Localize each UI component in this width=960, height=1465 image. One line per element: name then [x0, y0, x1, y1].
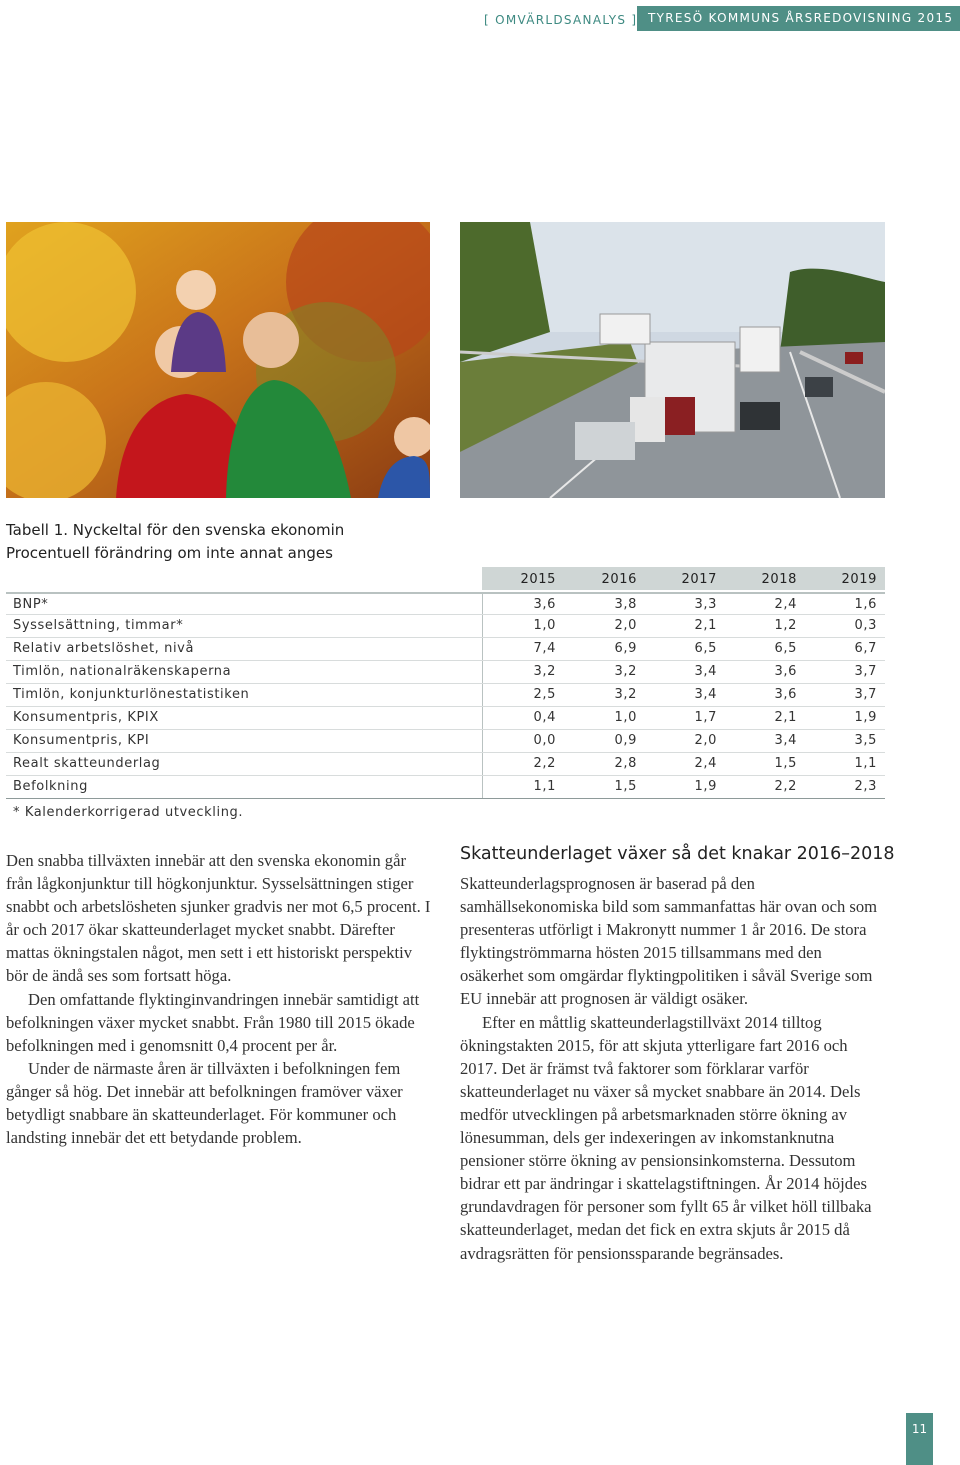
year-header: 2018 — [761, 572, 797, 587]
table-cell: 3,6 — [774, 687, 797, 702]
report-title-banner: TYRESÖ KOMMUNS ÅRSREDOVISNING 2015 — [637, 6, 960, 31]
table-row — [6, 638, 885, 661]
table-row — [6, 707, 885, 730]
table-cell: 0,0 — [533, 733, 556, 748]
table-cell: 0,9 — [614, 733, 637, 748]
table-cell: 3,6 — [774, 664, 797, 679]
table-cell: 7,4 — [533, 641, 556, 656]
table-header-row — [6, 567, 885, 592]
column-divider — [482, 638, 483, 660]
section-heading: Skatteunderlaget växer så det knakar 2016–2018 — [460, 844, 895, 864]
year-header: 2019 — [841, 572, 877, 587]
table-cell: 3,4 — [774, 733, 797, 748]
page-number: 11 — [906, 1413, 933, 1465]
table-cell: 0,3 — [854, 618, 877, 633]
section-label: [ OMVÄRLDSANALYS ] — [484, 13, 638, 27]
family-autumn-photo — [6, 222, 430, 498]
table-row — [6, 592, 885, 615]
table-cell: 2,0 — [694, 733, 717, 748]
row-label: Timlön, konjunkturlönestatistiken — [13, 687, 250, 702]
table-cell: 1,1 — [533, 779, 556, 794]
table-cell: 3,5 — [854, 733, 877, 748]
left-text-column — [6, 849, 434, 1149]
table-cell: 1,2 — [774, 618, 797, 633]
table-cell: 2,1 — [774, 710, 797, 725]
table-cell: 6,9 — [614, 641, 637, 656]
table-cell: 3,4 — [694, 687, 717, 702]
paragraph: Under de närmaste åren är tillväxten i befolkningen fem gånger så hög. Det innebär att befolkningen framöver växer betydligt snabbare än skatteunderlaget. För kommuner och landsting innebär det ett betydande problem. — [6, 1058, 403, 1148]
table-cell: 3,7 — [854, 687, 877, 702]
row-label: Sysselsättning, timmar* — [13, 618, 184, 633]
year-header: 2017 — [681, 572, 717, 587]
row-label: Timlön, nationalräkenskaperna — [13, 664, 232, 679]
table-cell: 2,4 — [774, 597, 797, 612]
table-cell: 1,0 — [614, 710, 637, 725]
table-cell: 3,2 — [533, 664, 556, 679]
row-label: Konsumentpris, KPI — [13, 733, 150, 748]
table-cell: 1,5 — [774, 756, 797, 771]
column-divider — [482, 776, 483, 798]
column-divider — [482, 615, 483, 637]
column-divider — [482, 594, 483, 614]
highway-trucks-photo — [460, 222, 885, 498]
table-title: Tabell 1. Nyckeltal för den svenska ekonomin — [6, 521, 345, 539]
column-divider — [482, 661, 483, 683]
paragraph: Den snabba tillväxten innebär att den svenska ekonomin går från lågkonjunktur till högkonjunktur. Sysselsättningen stiger snabbt och arbetslösheten sjunker gradvis ner mot 6,5 procent. I år och 2017 ökar skatteunderlaget mycket snabbt. Därefter mattas ökningstalen något, men sett i ett historiskt perspektiv bör de ändå ses som fortsatt höga. — [6, 851, 431, 986]
table-row — [6, 615, 885, 638]
table-cell: 2,2 — [774, 779, 797, 794]
table-row — [6, 776, 885, 799]
row-label: Relativ arbetslöshet, nivå — [13, 641, 195, 656]
table-cell: 3,7 — [854, 664, 877, 679]
table-cell: 6,7 — [854, 641, 877, 656]
table-cell: 1,0 — [533, 618, 556, 633]
table-cell: 2,0 — [614, 618, 637, 633]
table-cell: 1,5 — [614, 779, 637, 794]
table-row — [6, 684, 885, 707]
table-cell: 2,4 — [694, 756, 717, 771]
column-divider — [482, 684, 483, 706]
table-row — [6, 730, 885, 753]
table-cell: 3,8 — [614, 597, 637, 612]
table-cell: 2,2 — [533, 756, 556, 771]
table-cell: 3,2 — [614, 687, 637, 702]
paragraph: Skatteunderlagsprognosen är baserad på den samhällsekonomiska bild som sammanfattas här ovan och som presenteras utförligt i Makronytt nummer 1 år 2016. De stora flyktingströmmarna hösten 2015 tillsammans med den osäkerhet som omgärdar flyktingpolitiken i såväl Sverige som EU innebär att prognosen är väldigt osäker. — [460, 874, 878, 1009]
row-label: Realt skatteunderlag — [13, 756, 161, 771]
table-cell: 2,1 — [694, 618, 717, 633]
table-subtitle: Procentuell förändring om inte annat anges — [6, 544, 333, 562]
paragraph: Den omfattande flyktinginvandringen innebär samtidigt att befolkningen växer mycket snabbt. Från 1980 till 2015 ökade befolkningen med i genomsnitt 0,4 procent per år. — [6, 989, 420, 1055]
table-cell: 1,7 — [694, 710, 717, 725]
table-cell: 6,5 — [774, 641, 797, 656]
table-footnote: * Kalenderkorrigerad utveckling. — [13, 805, 244, 820]
table-row — [6, 661, 885, 684]
table-cell: 3,6 — [533, 597, 556, 612]
table-cell: 2,3 — [854, 779, 877, 794]
column-divider — [482, 753, 483, 775]
table-cell: 1,9 — [694, 779, 717, 794]
table-cell: 0,4 — [533, 710, 556, 725]
right-text-column — [460, 872, 888, 1265]
table-cell: 1,9 — [854, 710, 877, 725]
column-divider — [482, 707, 483, 729]
table-body — [6, 592, 885, 799]
year-header: 2016 — [601, 572, 637, 587]
column-divider — [482, 730, 483, 752]
table-caption — [6, 519, 344, 565]
table-cell: 3,2 — [614, 664, 637, 679]
table-cell: 1,6 — [854, 597, 877, 612]
table-cell: 3,4 — [694, 664, 717, 679]
table-row — [6, 753, 885, 776]
table-cell: 6,5 — [694, 641, 717, 656]
paragraph: Efter en måttlig skatteunderlagstillväxt 2014 tilltog ökningstakten 2015, för att skjuta ytterligare fart 2016 och 2017. Det är främst två faktorer som förklarar varför skatteunderlaget nu växer så mycket snabbare än 2014. Dels medför utvecklingen på arbetsmarknaden större ökning av lönesumman, dels ger indexeringen av inkomstanknutna pensioner större ökning av pensionsinkomsterna. Dessutom bidrar ett par ändringar i skattelagstiftningen. År 2014 höjdes grundavdragen för personer som fyllt 65 år vilket höll tillbaka skatteunderlaget, medan det fick en extra skjuts år 2015 då avdragsrätten för pensionssparande begränsades. — [460, 1012, 872, 1263]
economic-indicators-table — [6, 567, 885, 799]
table-cell: 1,1 — [854, 756, 877, 771]
table-cell: 2,8 — [614, 756, 637, 771]
year-header: 2015 — [520, 572, 556, 587]
table-cell: 3,3 — [694, 597, 717, 612]
row-label: Befolkning — [13, 779, 88, 794]
row-label: Konsumentpris, KPIX — [13, 710, 159, 725]
row-label: BNP* — [13, 597, 49, 612]
table-cell: 2,5 — [533, 687, 556, 702]
